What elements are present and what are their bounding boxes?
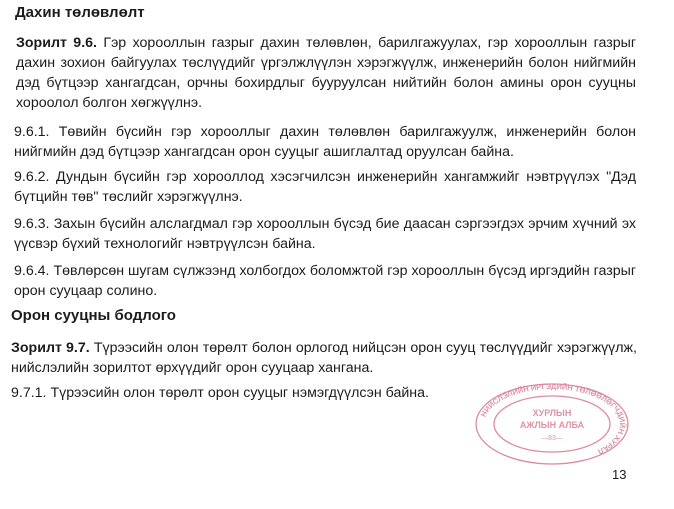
stamp-line-1: ХУРЛЫН: [532, 408, 572, 418]
list-item: 9.6.3. Захын бүсийн алслагдмал гэр хорооллын бүсэд бие даасан сэргээгдэх эрчим хүчний эх үүсвэр бүхий технологийг нэвтрүүлсэн байна.: [14, 216, 636, 252]
list-item: 9.6.4. Төвлөрсөн шугам сүлжээнд холбогдох боломжтой гэр хорооллын бүсэд иргэдийн газрыг орон сууцаар солино.: [14, 263, 636, 299]
goal-paragraph: [11, 338, 637, 378]
list-item: 9.6.1. Төвийн бүсийн гэр хорооллыг дахин төлөвлөн барилгажуулж, инженерийн болон нийгмийн дэд бүтцээр хангагдсан орон сууцыг ашиглалтад оруулсан байна.: [14, 124, 636, 160]
official-stamp: [474, 382, 630, 466]
stamp-line-3: —83—: [541, 435, 563, 442]
goal-paragraph: [16, 33, 636, 113]
list-item: 9.7.1. Түрээсийн олон төрөлт орон сууцыг нэмэгдүүлсэн байна.: [11, 385, 429, 401]
section-title-housing-policy: Орон сууцны бодлого: [11, 307, 176, 324]
stamp-line-2: АЖЛЫН АЛБА: [519, 420, 585, 430]
goal-text: Түрээсийн олон төрөлт болон орлогод нийцсэн орон сууц төслүүдийг хэрэгжүүлж, нийслэлийн зорилтот өрхүүдийг орон сууцаар хангана.: [11, 340, 637, 376]
section-title-redevelopment: Дахин төлөвлөлт: [15, 4, 145, 21]
page-number: 13: [612, 467, 627, 482]
goal-label: Зорилт 9.7.: [11, 340, 90, 356]
goal-text: Гэр хорооллын газрыг дахин төлөвлөн, барилгажуулах, гэр хорооллын газрыг дахин зохион байгуулах төслүүдийг үргэлжлүүлэн хэрэгжүүлж, инженерийн болон нийгмийн дэд бүтцээр хангагдсан, орчны бохирдлыг бууруулсан нийтийн болон амины орон сууцны хороолол болгон хөгжүүлнэ.: [16, 35, 636, 111]
goal-label: Зорилт 9.6.: [16, 35, 97, 51]
list-item: 9.6.2. Дундын бүсийн гэр хорооллод хэсэгчилсэн инженерийн хангамжийг нэвтрүүлэх "Дэд бүтцийн төв" төслийг хэрэгжүүлнэ.: [14, 169, 636, 205]
stamp-ring-text: НИЙСЛЭЛИЙН ИРГЭДИЙН ТӨЛӨӨЛӨГЧДИЙН ХУРАЛ: [478, 382, 628, 457]
